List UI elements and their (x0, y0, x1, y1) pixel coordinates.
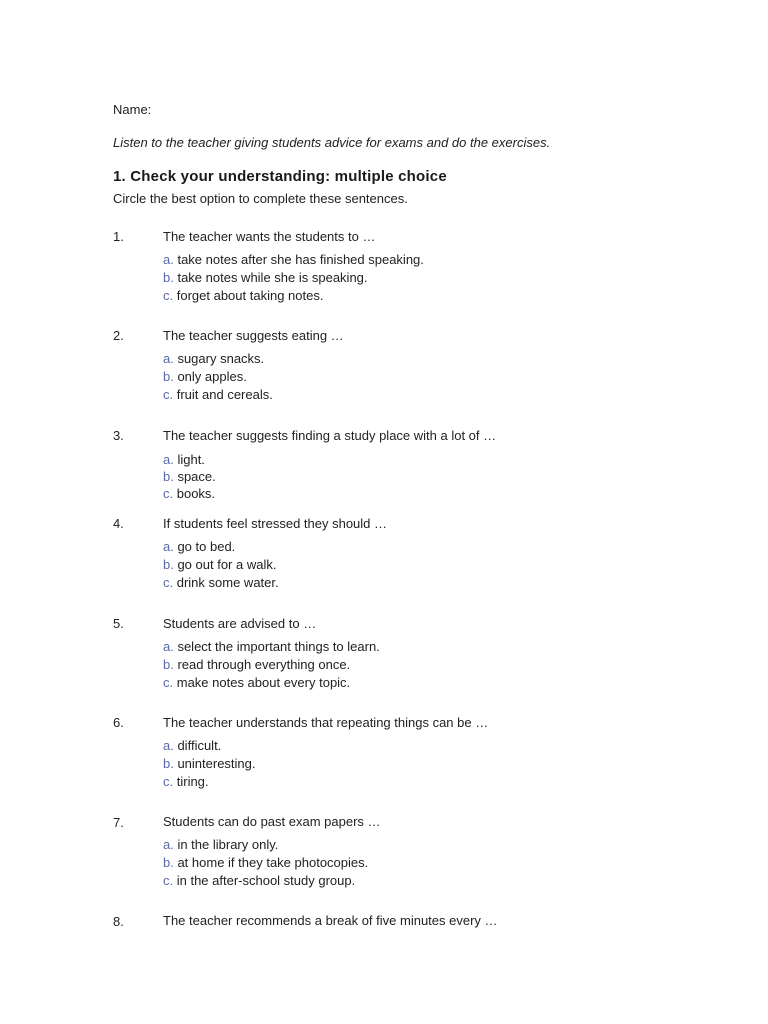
option-b[interactable] (163, 368, 273, 386)
option-text: uninteresting. (173, 756, 256, 771)
option-a[interactable] (163, 251, 424, 269)
option-letter: c. (163, 774, 174, 789)
question-text: Students can do past exam papers … (163, 814, 381, 829)
option-letter: a. (163, 452, 174, 467)
option-letter: c. (163, 675, 174, 690)
section-subtitle: Circle the best option to complete these sentences. (113, 191, 408, 206)
option-letter: c. (163, 575, 174, 590)
question-text: If students feel stressed they should … (163, 516, 388, 531)
option-c[interactable] (163, 485, 216, 502)
option-text: fruit and cereals. (173, 387, 273, 402)
option-letter: b. (163, 270, 174, 285)
options-list (163, 538, 279, 592)
options-list (163, 451, 216, 502)
question-number: 5. (113, 616, 124, 631)
option-a[interactable] (163, 638, 380, 656)
instructions-text: Listen to the teacher giving students advice for exams and do the exercises. (113, 135, 551, 150)
option-c[interactable] (163, 574, 279, 592)
option-b[interactable] (163, 556, 279, 574)
option-letter: b. (163, 855, 174, 870)
options-list (163, 350, 273, 404)
option-text: read through everything once. (173, 657, 351, 672)
option-c[interactable] (163, 287, 424, 305)
option-letter: b. (163, 557, 174, 572)
option-letter: b. (163, 756, 174, 771)
option-letter: a. (163, 539, 174, 554)
question-number: 1. (113, 229, 124, 244)
option-text: forget about taking notes. (173, 288, 324, 303)
options-list (163, 737, 256, 791)
option-text: tiring. (173, 774, 209, 789)
option-letter: a. (163, 252, 174, 267)
options-list (163, 251, 424, 305)
option-text: light. (173, 452, 205, 467)
question-text: The teacher recommends a break of five minutes every … (163, 913, 498, 928)
option-text: space. (173, 469, 216, 484)
options-list (163, 836, 368, 890)
options-list (163, 638, 380, 692)
question-number: 4. (113, 516, 124, 531)
option-text: take notes while she is speaking. (173, 270, 368, 285)
option-a[interactable] (163, 737, 256, 755)
option-text: go to bed. (173, 539, 236, 554)
name-label: Name: (113, 102, 152, 117)
option-a[interactable] (163, 836, 368, 854)
question-number: 6. (113, 715, 124, 730)
option-a[interactable] (163, 451, 216, 468)
option-text: in the library only. (173, 837, 279, 852)
option-b[interactable] (163, 854, 368, 872)
question-number: 3. (113, 428, 124, 443)
option-letter: c. (163, 486, 174, 501)
option-text: only apples. (173, 369, 247, 384)
option-c[interactable] (163, 386, 273, 404)
option-text: in the after-school study group. (173, 873, 356, 888)
question-number: 7. (113, 815, 124, 830)
option-letter: a. (163, 351, 174, 366)
option-text: make notes about every topic. (173, 675, 351, 690)
question-text: The teacher wants the students to … (163, 229, 376, 244)
option-text: go out for a walk. (173, 557, 277, 572)
option-text: books. (173, 486, 216, 501)
option-text: at home if they take photocopies. (173, 855, 369, 870)
question-number: 8. (113, 914, 124, 929)
question-text: The teacher suggests eating … (163, 328, 344, 343)
option-b[interactable] (163, 755, 256, 773)
option-c[interactable] (163, 674, 380, 692)
option-letter: a. (163, 639, 174, 654)
option-b[interactable] (163, 269, 424, 287)
option-letter: b. (163, 657, 174, 672)
option-text: drink some water. (173, 575, 279, 590)
question-text: The teacher understands that repeating things can be … (163, 715, 489, 730)
option-c[interactable] (163, 773, 256, 791)
option-letter: c. (163, 288, 174, 303)
question-text: The teacher suggests finding a study place with a lot of … (163, 428, 497, 443)
option-letter: b. (163, 369, 174, 384)
option-letter: a. (163, 738, 174, 753)
option-letter: c. (163, 873, 174, 888)
option-b[interactable] (163, 468, 216, 485)
section-title: 1. Check your understanding: multiple choice (113, 168, 447, 185)
option-b[interactable] (163, 656, 380, 674)
option-a[interactable] (163, 350, 273, 368)
option-text: sugary snacks. (173, 351, 265, 366)
option-letter: b. (163, 469, 174, 484)
question-number: 2. (113, 328, 124, 343)
option-text: take notes after she has finished speaking. (173, 252, 424, 267)
option-c[interactable] (163, 872, 368, 890)
question-text: Students are advised to … (163, 616, 317, 631)
option-a[interactable] (163, 538, 279, 556)
option-letter: c. (163, 387, 174, 402)
option-text: difficult. (173, 738, 222, 753)
option-letter: a. (163, 837, 174, 852)
option-text: select the important things to learn. (173, 639, 380, 654)
